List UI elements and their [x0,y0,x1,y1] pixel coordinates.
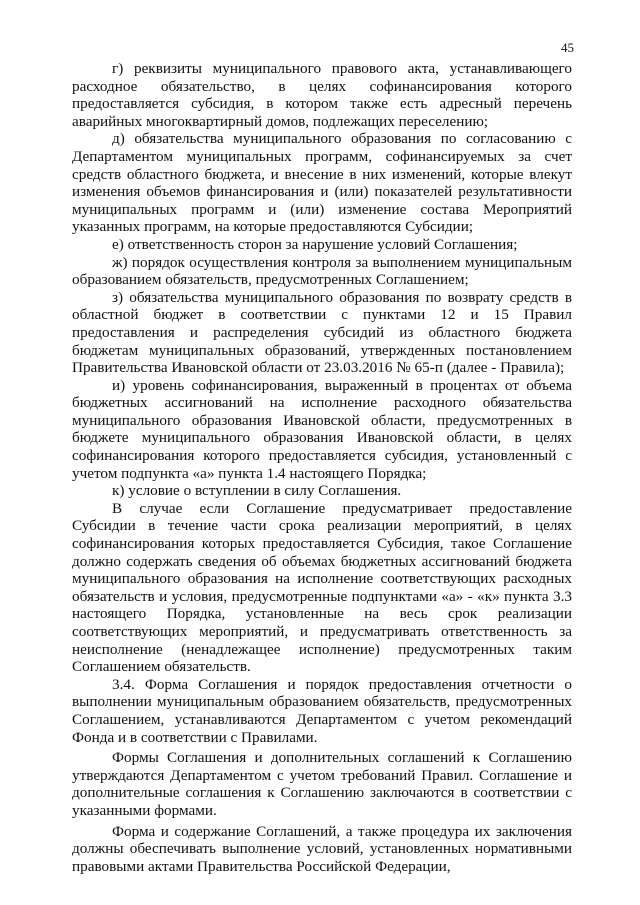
paragraph-agreement-forms: Формы Соглашения и дополнительных соглашений к Соглашению утверждаются Департаментом с учетом требований Правил. Соглашение и дополнительные соглашения к Соглашению заключаются в соответствии с указанными формами. [72,749,572,819]
paragraph-item-e: е) ответственность сторон за нарушение условий Соглашения; [112,235,518,253]
paragraph-section-3-4: 3.4. Форма Соглашения и порядок предоставления отчетности о выполнении муниципальным образованием обязательств, предусмотренных Соглашением, устанавливаются Департаментом с учетом рекомендаций Фонда и в соответствии с Правилами. [72,675,572,746]
paragraph-item-i: и) уровень софинансирования, выраженный в процентах от объема бюджетных ассигнований на исполнение расходного обязательства муниципального образования Ивановской области, предусмотренных в бюджете муниципального образования Ивановской области, в целях софинансирования которого предоставляется субсидия, установленный с учетом подпункта «а» пункта 1.4 настоящего Порядка; [72,376,572,482]
paragraph-item-zh: ж) порядок осуществления контроля за выполнением муниципальным образованием обязательств, предусмотренных Соглашением; [72,253,572,289]
paragraph-item-d: д) обязательства муниципального образования по согласованию с Департаментом муниципальных программ, софинансируемых за счет средств областного бюджета, и внесение в них изменений, которые влекут изменения объемов финансирования и (или) показателей результативности муниципальных программ и (или) изменение состава Мероприятий указанных программ, на которые предоставляются Субсидии; [72,130,572,236]
document-body [72,60,572,875]
paragraph-item-g: г) реквизиты муниципального правового акта, устанавливающего расходное обязательство, в целях софинансирования которого предоставляется субсидия, в котором также есть адресный перечень аварийных многоквартирный домов, подлежащих переселению; [72,60,572,130]
paragraph-item-z: з) обязательства муниципального образования по возврату средств в областной бюджет в соответствии с пунктами 12 и 15 Правил предоставления и распределения субсидий из областного бюджета бюджетам муниципальных образований, утвержденных постановлением Правительства Ивановской области от 23.03.2016 № 65-п (далее - Правила); [72,288,572,377]
paragraph-agreement-content: Форма и содержание Соглашений, а также процедура их заключения должны обеспечивать выполнение условий, установленных нормативными правовыми актами Правительства Российской Федерации, [72,822,572,875]
paragraph-item-k: к) условие о вступлении в силу Соглашения. [112,482,402,500]
page-number: 45 [561,40,574,55]
paragraph-partial-term: В случае если Соглашение предусматривает предоставление Субсидии в течение части срока реализации мероприятий, в целях софинансирования которых предоставляется Субсидия, такое Соглашение должно содержать сведения об объемах бюджетных ассигнований бюджета муниципального образования на исполнение соответствующих расходных обязательств и условия, предусмотренные подпунктами «а» - «к» пункта 3.3 настоящего Порядка, установленные на весь срок реализации соответствующих мероприятий, и предусматривать ответственность за неисполнение (ненадлежащее исполнение) предусмотренных таким Соглашением обязательств. [72,499,572,676]
